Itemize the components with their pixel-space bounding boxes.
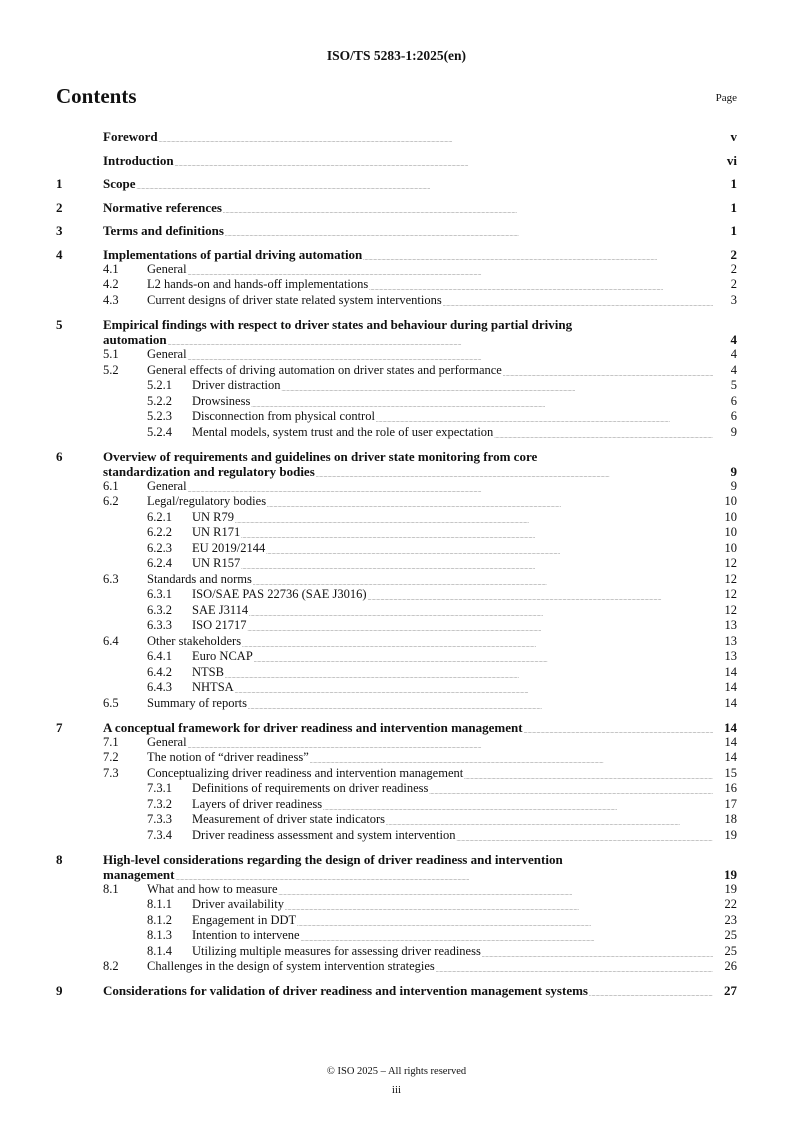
toc-entry-title[interactable]: Conceptualizing driver readiness and intervention management . . . [147, 766, 463, 780]
toc-entry-title[interactable]: Definitions of requirements on driver readiness . . . [192, 781, 428, 795]
toc-entry[interactable] [56, 277, 737, 293]
toc-entry-page: 14 [724, 750, 737, 765]
toc-entry-number: 5.2.2 [147, 393, 172, 408]
toc-entry-page: 9 [730, 424, 737, 439]
toc-entry-number: 3 [56, 223, 63, 239]
toc-entry[interactable] [56, 897, 737, 913]
toc-entry-title-with-leader [192, 587, 713, 603]
toc-entry[interactable] [56, 882, 737, 898]
toc-entry-title[interactable]: Driver availability . . . [192, 897, 284, 911]
toc-entry-title[interactable]: Disconnection from physical control . . . [192, 409, 375, 423]
toc-entry[interactable] [56, 812, 737, 828]
toc-entry-title[interactable]: Euro NCAP . . . [192, 649, 253, 663]
toc-entry-title-with-leader [147, 494, 713, 510]
toc-entry-number: 7.1 [103, 734, 119, 749]
toc-entry-title[interactable]: UN R157 . . . [192, 556, 240, 570]
toc-entry-number: 6.4.1 [147, 649, 172, 664]
toc-entry[interactable] [56, 828, 737, 844]
toc-entry-title-with-leader [147, 572, 713, 588]
toc-entry-title[interactable]: NTSB . . . [192, 665, 224, 679]
toc-entry-number: 8 [56, 851, 63, 867]
toc-entry-title-with-leader [103, 247, 713, 262]
toc-entry-number: 8.1.2 [147, 912, 172, 927]
toc-entry-number: 5 [56, 317, 63, 333]
toc-entry-title-with-leader [192, 781, 713, 797]
toc-entry-page: 13 [724, 649, 737, 664]
toc-entry-number: 8.1.4 [147, 943, 172, 958]
toc-entry-number: 7 [56, 719, 63, 735]
toc-entry[interactable] [56, 983, 737, 998]
toc-entry-page: 14 [724, 734, 737, 749]
toc-entry-page: 9 [730, 463, 737, 479]
toc-entry-title[interactable]: Challenges in the design of system intervention strategies . . . [147, 959, 435, 973]
toc-entry-title-with-leader [192, 649, 713, 665]
toc-entry[interactable] [56, 449, 737, 479]
toc-entry-page: 10 [724, 525, 737, 540]
toc-entry-page: 4 [730, 362, 737, 377]
toc-entry-page: 19 [724, 827, 737, 842]
toc-entry-number: 6.1 [103, 478, 119, 493]
toc-entry-title[interactable]: Driver readiness assessment and system intervention . . . [192, 828, 455, 842]
toc-entry-page: 19 [724, 866, 737, 882]
toc-entry-page: 2 [730, 277, 737, 292]
toc-entry[interactable] [56, 223, 737, 238]
toc-entry[interactable] [56, 665, 737, 681]
toc-entry-title[interactable]: Empirical findings with respect to driver states and behaviour during partial driving automation . . . [103, 317, 572, 347]
toc-entry-title-with-leader [147, 696, 713, 712]
toc-entry[interactable] [56, 735, 737, 751]
toc-entry-title-with-leader [192, 556, 713, 572]
toc-entry[interactable] [56, 153, 737, 168]
toc-entry-title-with-leader [103, 129, 713, 144]
toc-entry-title-with-leader [147, 262, 713, 278]
toc-entry-number: 6.4 [103, 633, 119, 648]
toc-entry-number: 6.2.3 [147, 540, 172, 555]
toc-entry-title-with-leader [103, 983, 713, 998]
toc-entry-title[interactable]: Foreword . . . [103, 129, 158, 144]
copyright-notice: © ISO 2025 – All rights reserved [326, 1066, 467, 1077]
toc-entry[interactable] [56, 720, 737, 735]
toc-entry-number: 6 [56, 448, 63, 464]
toc-entry-title[interactable]: Current designs of driver state related system interventions . . . [147, 293, 442, 307]
toc-entry[interactable] [56, 696, 737, 712]
toc-entry-page: v [730, 129, 737, 144]
toc-entry[interactable] [56, 293, 737, 309]
toc-entry-title[interactable]: General . . . [147, 735, 187, 749]
toc-entry[interactable] [56, 680, 737, 696]
toc-entry-number: 6.3 [103, 571, 119, 586]
toc-entry-page: 18 [724, 812, 737, 827]
toc-entry-page: 15 [724, 765, 737, 780]
toc-entry-title-with-leader [103, 449, 713, 479]
contents-heading: Contents [56, 84, 137, 108]
toc-entry-title[interactable]: Mental models, system trust and the role of user expectation . . . [192, 425, 493, 439]
toc-entry[interactable] [56, 852, 737, 882]
toc-entry-title-with-leader [192, 525, 713, 541]
toc-entry-title-with-leader [147, 363, 713, 379]
toc-entry-page: 1 [730, 223, 737, 239]
toc-entry[interactable] [56, 494, 737, 510]
toc-entry-title[interactable]: Utilizing multiple measures for assessing driver readiness . . . [192, 944, 481, 958]
toc-entry[interactable] [56, 510, 737, 526]
toc-entry-title[interactable]: General . . . [147, 479, 187, 493]
toc-entry-title[interactable]: Implementations of partial driving automation . . . [103, 247, 362, 262]
toc-entry-title[interactable]: Layers of driver readiness . . . [192, 797, 322, 811]
toc-entry[interactable] [56, 479, 737, 495]
toc-entry[interactable] [56, 378, 737, 394]
toc-entry-number: 8.1.3 [147, 928, 172, 943]
toc-entry-title-with-leader [192, 812, 713, 828]
toc-entry-title-with-leader [192, 928, 713, 944]
toc-entry-page: 16 [724, 781, 737, 796]
toc-entry-title[interactable]: L2 hands-on and hands-off implementations . . . [147, 277, 368, 291]
toc-entry-title-with-leader [103, 720, 713, 735]
toc-entry-number: 4.3 [103, 292, 119, 307]
toc-entry-title-with-leader [103, 176, 713, 191]
toc-entry-number: 5.2.4 [147, 424, 172, 439]
toc-entry-page: 10 [724, 494, 737, 509]
toc-entry-title[interactable]: Summary of reports . . . [147, 696, 247, 710]
toc-entry-number: 7.3.2 [147, 796, 172, 811]
toc-entry-title[interactable]: General . . . [147, 347, 187, 361]
toc-entry-page: 13 [724, 633, 737, 648]
toc-entry-title[interactable]: Measurement of driver state indicators . . . [192, 812, 385, 826]
toc-entry-title-with-leader [147, 479, 713, 495]
toc-entry[interactable] [56, 409, 737, 425]
toc-entry-page: 14 [724, 680, 737, 695]
toc-entry-title-with-leader [192, 409, 713, 425]
toc-entry[interactable] [56, 781, 737, 797]
toc-entry-page: 27 [724, 983, 737, 999]
toc-entry-title-with-leader [192, 378, 713, 394]
toc-entry-page: 25 [724, 943, 737, 958]
toc-entry-title-with-leader [192, 665, 713, 681]
toc-entry-title-with-leader [192, 944, 713, 960]
toc-entry-number: 7.3.4 [147, 827, 172, 842]
toc-entry-page: 2 [730, 246, 737, 262]
toc-entry-number: 5.2.3 [147, 409, 172, 424]
toc-entry-title-with-leader [147, 293, 713, 309]
toc-entry-title[interactable]: Considerations for validation of driver readiness and intervention management systems . . . [103, 983, 588, 998]
toc-entry-title-with-leader [103, 153, 713, 168]
toc-entry[interactable] [56, 394, 737, 410]
toc-entry[interactable] [56, 347, 737, 363]
toc-entry-page: 12 [724, 556, 737, 571]
toc-entry-page: 9 [730, 478, 737, 493]
toc-entry-title-with-leader [192, 425, 713, 441]
toc-entry-title[interactable]: A conceptual framework for driver readiness and intervention management . . . [103, 720, 523, 735]
toc-entry[interactable] [56, 247, 737, 262]
toc-entry-number: 4.2 [103, 277, 119, 292]
toc-entry-page: 12 [724, 571, 737, 586]
toc-entry-title[interactable]: General . . . [147, 262, 187, 276]
toc-entry[interactable] [56, 913, 737, 929]
toc-entry-title-with-leader [147, 735, 713, 751]
toc-entry-number: 4 [56, 246, 63, 262]
toc-entry-number: 6.4.3 [147, 680, 172, 695]
toc-entry-number: 5.1 [103, 347, 119, 362]
toc-entry-title[interactable]: The notion of “driver readiness” . . . [147, 750, 309, 764]
toc-entry-number: 6.2 [103, 494, 119, 509]
toc-entry-number: 7.2 [103, 750, 119, 765]
toc-entry-number: 9 [56, 983, 63, 999]
toc-entry[interactable] [56, 944, 737, 960]
toc-entry-title-with-leader [147, 347, 713, 363]
toc-entry-page: 14 [724, 664, 737, 679]
toc-entry-number: 6.5 [103, 695, 119, 710]
toc-entry-number: 6.4.2 [147, 664, 172, 679]
toc-entry-page: 2 [730, 261, 737, 276]
toc-entry-title-with-leader [192, 618, 713, 634]
toc-entry[interactable] [56, 541, 737, 557]
toc-entry-title-with-leader [147, 277, 713, 293]
toc-entry-page: 6 [730, 409, 737, 424]
toc-entry-title[interactable]: Driver distraction . . . [192, 378, 281, 392]
toc-entry-title[interactable]: Standards and norms . . . [147, 572, 252, 586]
toc-entry-title-with-leader [103, 317, 713, 347]
toc-entry-number: 7.3.3 [147, 812, 172, 827]
toc-entry-page: 4 [730, 332, 737, 348]
toc-entry[interactable] [56, 525, 737, 541]
toc-entry-page: 13 [724, 618, 737, 633]
toc-entry-title-with-leader [103, 852, 713, 882]
toc-entry[interactable] [56, 129, 737, 144]
toc-entry[interactable] [56, 618, 737, 634]
toc-entry-page: 1 [730, 199, 737, 215]
toc-entry-title[interactable]: NHTSA . . . [192, 680, 234, 694]
toc-entry[interactable] [56, 587, 737, 603]
toc-entry-title-with-leader [147, 882, 713, 898]
toc-entry-title[interactable]: UN R79 . . . [192, 510, 234, 524]
toc-entry[interactable] [56, 766, 737, 782]
toc-entry-title[interactable]: ISO/SAE PAS 22736 (SAE J3016) . . . [192, 587, 367, 601]
toc-entry-number: 6.2.1 [147, 509, 172, 524]
toc-entry-number: 6.3.1 [147, 587, 172, 602]
toc-entry-title[interactable]: High-level considerations regarding the design of driver readiness and intervention management . . . [103, 852, 563, 882]
toc-entry-title[interactable]: Terms and definitions . . . [103, 223, 224, 238]
toc-entry-title-with-leader [147, 959, 713, 975]
toc-entry-title-with-leader [192, 828, 713, 844]
toc-entry[interactable] [56, 425, 737, 441]
toc-entry-number: 6.3.2 [147, 602, 172, 617]
toc-entry-number: 8.1 [103, 881, 119, 896]
toc-entry-title[interactable]: General effects of driving automation on driver states and performance . . . [147, 363, 502, 377]
toc-entry-page: 17 [724, 796, 737, 811]
toc-entry-page: 4 [730, 347, 737, 362]
toc-entry-title-with-leader [103, 200, 713, 215]
toc-entry-title[interactable]: Other stakeholders . . . [147, 634, 241, 648]
toc-entry-page: 12 [724, 602, 737, 617]
toc-entry[interactable] [56, 363, 737, 379]
toc-entry-number: 4.1 [103, 261, 119, 276]
toc-entry[interactable] [56, 176, 737, 191]
toc-entry-number: 7.3.1 [147, 781, 172, 796]
toc-entry-title[interactable]: Drowsiness . . . [192, 394, 250, 408]
toc-entry-number: 5.2 [103, 362, 119, 377]
toc-entry-title[interactable]: Intention to intervene . . . [192, 928, 300, 942]
toc-entry-page: 3 [730, 292, 737, 307]
toc-entry-page: 6 [730, 393, 737, 408]
toc-entry-page: 26 [724, 959, 737, 974]
page-number: iii [391, 1084, 402, 1096]
toc-entry-title-with-leader [192, 897, 713, 913]
toc-entry[interactable] [56, 317, 737, 347]
toc-entry-number: 6.2.2 [147, 525, 172, 540]
toc-entry-page: 25 [724, 928, 737, 943]
toc-entry-page: 12 [724, 587, 737, 602]
toc-entry-page: 22 [724, 897, 737, 912]
toc-entry[interactable] [56, 797, 737, 813]
toc-entry-number: 7.3 [103, 765, 119, 780]
toc-entry-title-with-leader [192, 913, 713, 929]
toc-entry-number: 2 [56, 199, 63, 215]
toc-entry-title[interactable]: EU 2019/2144 . . . [192, 541, 265, 555]
toc-entry-page: 5 [730, 378, 737, 393]
toc-entry[interactable] [56, 959, 737, 975]
toc-entry-page: 10 [724, 509, 737, 524]
toc-entry-number: 6.3.3 [147, 618, 172, 633]
toc-entry[interactable] [56, 262, 737, 278]
toc-entry-title-with-leader [192, 394, 713, 410]
toc-entry-title[interactable]: ISO 21717 . . . [192, 618, 247, 632]
toc-entry-title[interactable]: Legal/regulatory bodies . . . [147, 494, 266, 508]
toc-entry-number: 5.2.1 [147, 378, 172, 393]
document-header: ISO/TS 5283-1:2025(en) [326, 48, 467, 63]
toc-entry-title-with-leader [192, 680, 713, 696]
toc-entry-title-with-leader [192, 603, 713, 619]
toc-entry[interactable] [56, 556, 737, 572]
toc-entry-title[interactable]: SAE J3114 . . . [192, 603, 248, 617]
toc-entry-title[interactable]: UN R171 . . . [192, 525, 240, 539]
toc-entry-title[interactable]: Engagement in DDT . . . [192, 913, 296, 927]
toc-entry[interactable] [56, 200, 737, 215]
toc-entry-title[interactable]: Overview of requirements and guidelines on driver state monitoring from core standardization and regulatory bodies . . . [103, 449, 537, 479]
toc-entry[interactable] [56, 634, 737, 650]
toc-entry-page: 14 [724, 719, 737, 735]
toc-entry-number: 8.1.1 [147, 897, 172, 912]
toc-entry[interactable] [56, 928, 737, 944]
toc-entry-title-with-leader [147, 766, 713, 782]
toc-entry-page: vi [726, 152, 737, 168]
toc-entry-page: 19 [724, 881, 737, 896]
toc-entry[interactable] [56, 603, 737, 619]
toc-entry-title-with-leader [192, 797, 713, 813]
toc-entry-page: 1 [730, 176, 737, 192]
toc-entry-title[interactable]: Normative references . . . [103, 200, 222, 215]
toc-entry-number: 1 [56, 176, 63, 192]
toc-entry-title-with-leader [147, 634, 713, 650]
toc-entry-title-with-leader [147, 750, 713, 766]
toc-entry-number: 8.2 [103, 959, 119, 974]
toc-entry-page: 10 [724, 540, 737, 555]
toc-entry-title-with-leader [103, 223, 713, 238]
toc-entry[interactable] [56, 649, 737, 665]
toc-entry[interactable] [56, 572, 737, 588]
toc-entry-title[interactable]: Scope . . . [103, 176, 136, 191]
toc-entry[interactable] [56, 750, 737, 766]
table-of-contents [56, 129, 737, 998]
toc-entry-page: 23 [724, 912, 737, 927]
toc-entry-title-with-leader [192, 541, 713, 557]
toc-entry-title[interactable]: What and how to measure . . . [147, 882, 278, 896]
toc-entry-page: 14 [724, 695, 737, 710]
toc-entry-title-with-leader [192, 510, 713, 526]
page-column-label: Page [715, 92, 737, 104]
toc-entry-number: 6.2.4 [147, 556, 172, 571]
toc-entry-title[interactable]: Introduction . . . [103, 153, 174, 168]
